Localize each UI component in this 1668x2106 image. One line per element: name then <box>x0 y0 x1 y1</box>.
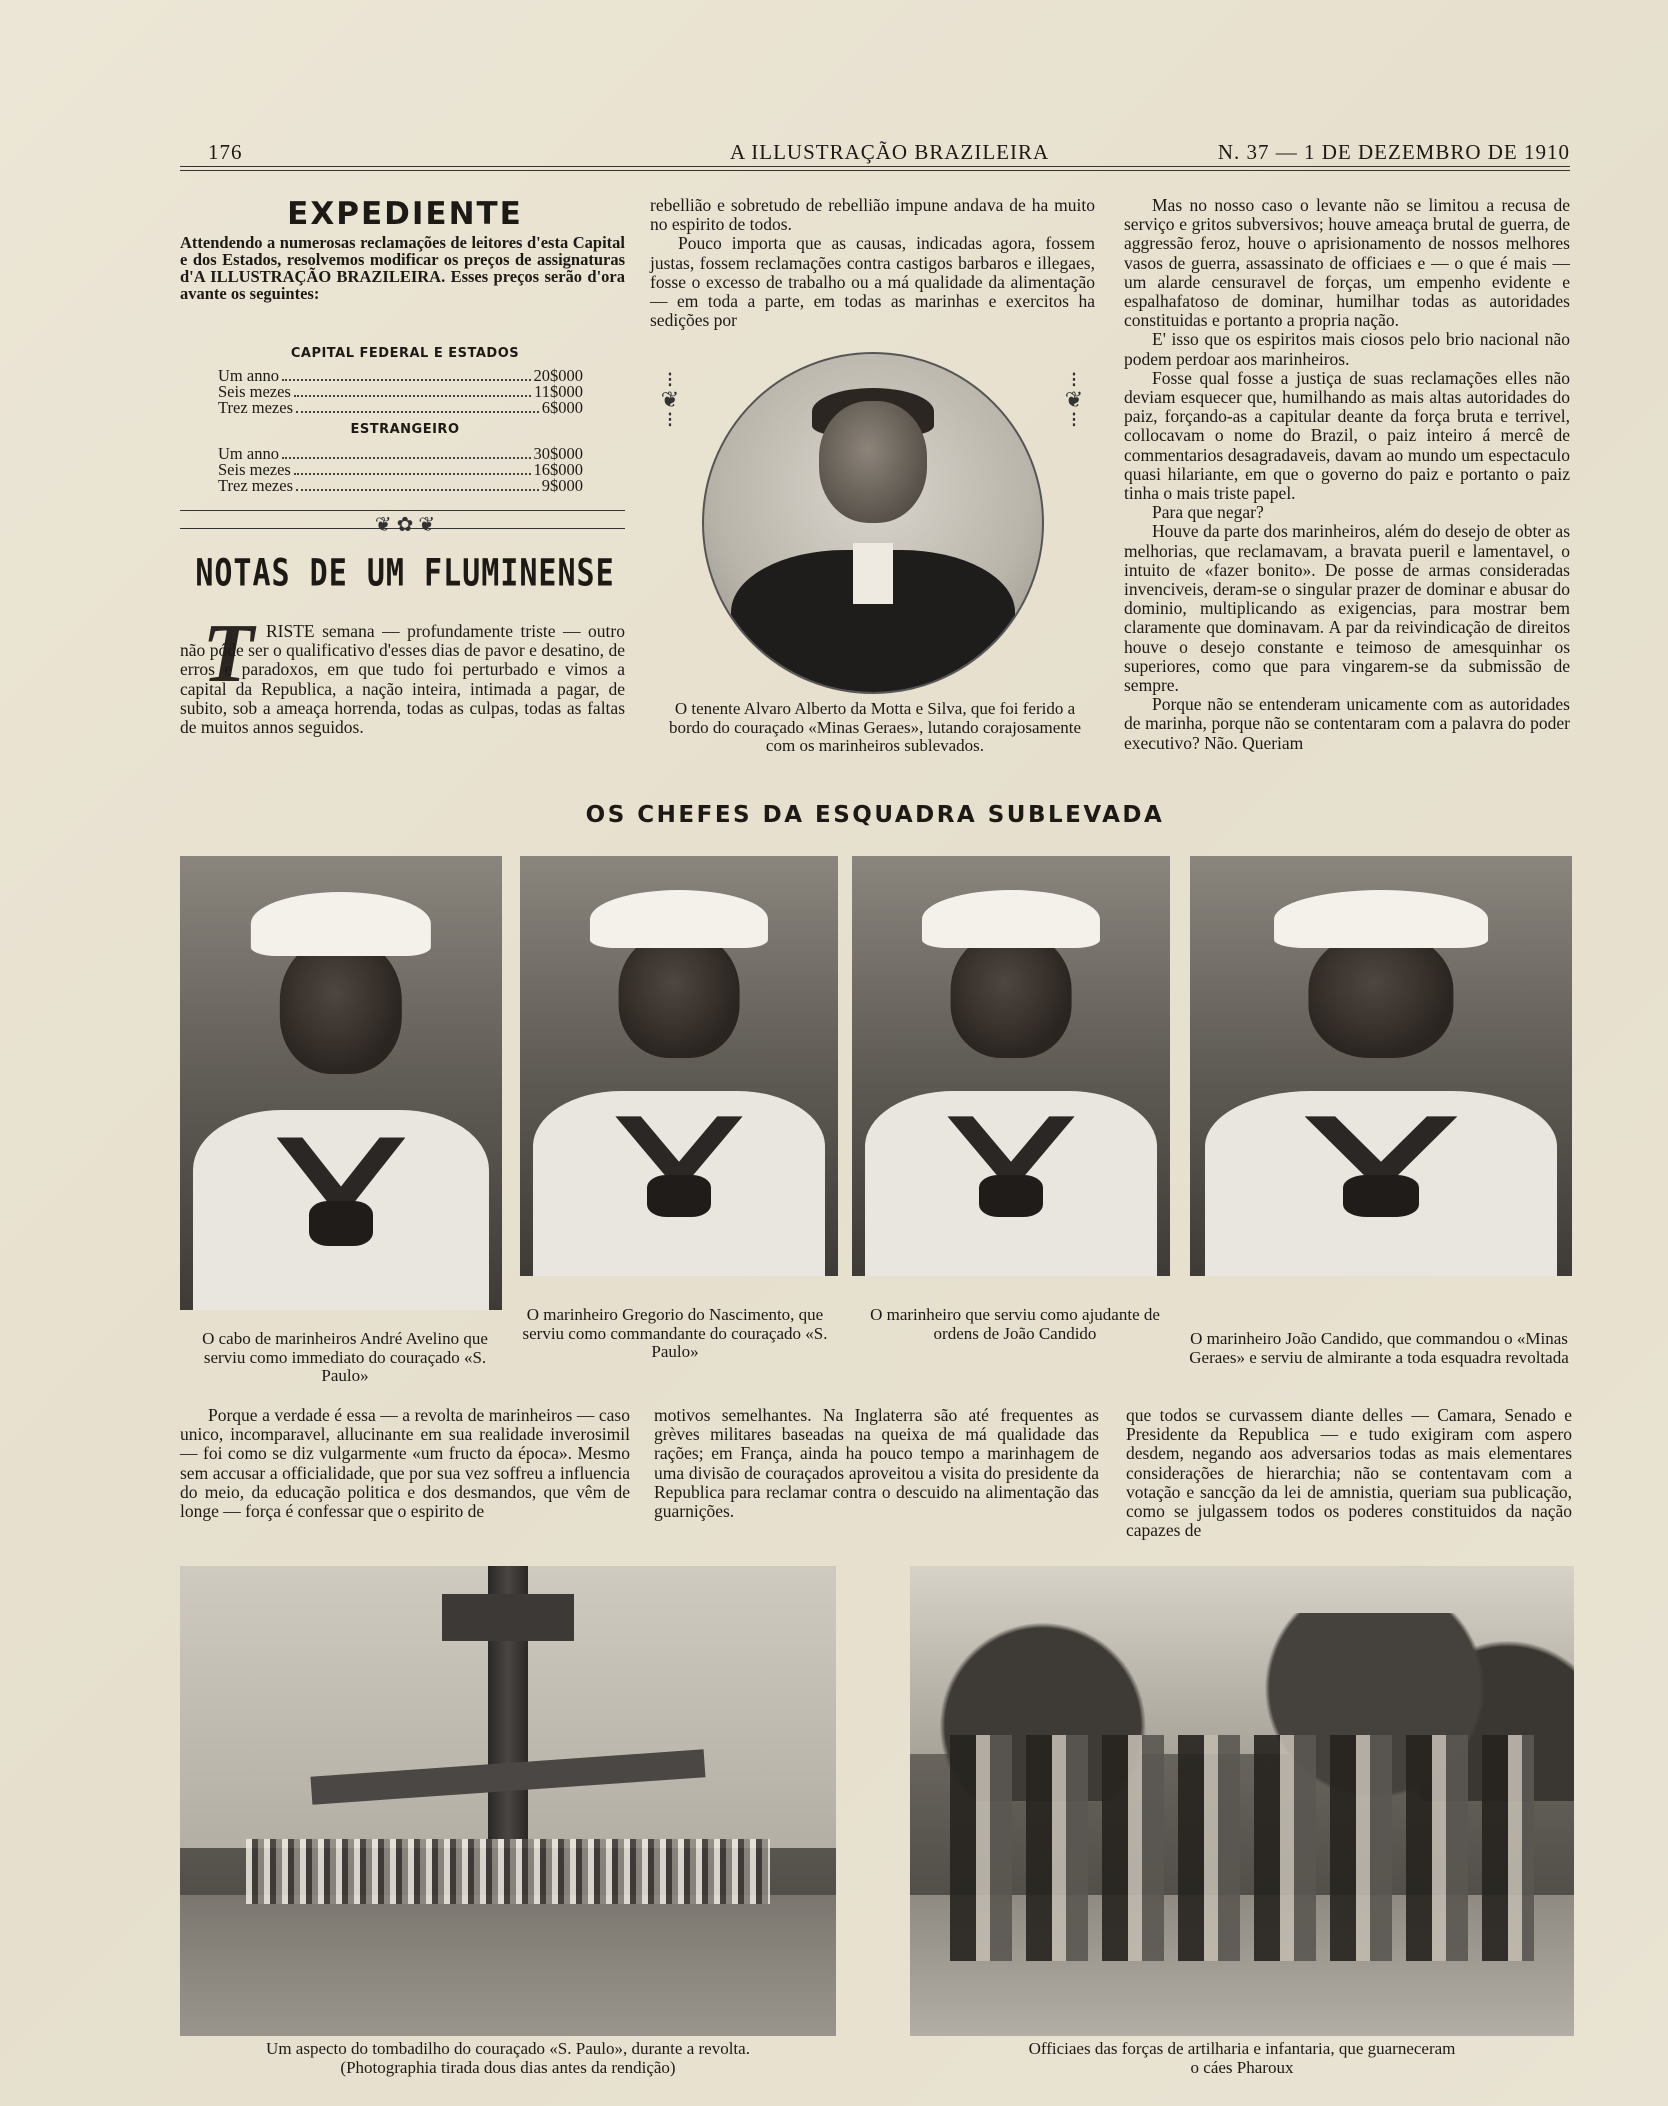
battleship-deck-photo <box>180 1566 836 2036</box>
portrait-photo-gregorio <box>520 856 838 1276</box>
bottom-text-col1: Porque a verdade é essa — a revolta de marinheiros — caso unico, incomparavel, allucinante em sua realidade inverosimil — foi como se diz vulgarmente «um fructo da época». Mesmo sem accusar a officialidade, que por sua vez soffreu a influencia do meio, da educação politica e dos desmandos, que vêm de longe — força é confessar que o espirito de <box>180 1405 630 1522</box>
price-row: Trez mezes 9$000 <box>218 476 583 495</box>
ornament-left: ⁝ ❦ ⁝ <box>660 367 680 432</box>
lieutenant-caption: O tenente Alvaro Alberto da Motta e Silva, que foi ferido a bordo do couraçado «Minas Geraes», lutando corajosamente com os marinheiros sublevados. <box>668 699 1082 755</box>
issue-date: N. 37 — 1 DE DEZEMBRO DE 1910 <box>1217 140 1570 164</box>
column2-top-text: rebellião e sobretudo de rebellião impune andava de ha muito no espirito de todos. Pouco importa que as causas, indicadas agora, fossem justas, fossem reclamações contra castigos barbaros e illegaes, fosse o excesso de trabalho ou a má qualidade da alimentação — em toda a parte, em todas as marinhas e exercitos ha sedições por <box>650 195 1095 331</box>
portrait-caption: O marinheiro que serviu como ajudante de ordens de João Candido <box>870 1305 1160 1343</box>
capital-heading: CAPITAL FEDERAL E ESTADOS <box>290 346 520 361</box>
section-divider <box>180 510 625 511</box>
column3-top-text: Mas no nosso caso o levante não se limitou a recusa de serviço e gritos subversivos; houve ameaça brutal de guerra, de aggressão feroz, houve o aprisionamento de nossos melhores vasos de guerra, assassinato de officiaes e — o que é mais — um alarde censuravel de forças, um empenho evidente e espalhafatoso de dominar, humilhar todas as autoridades constituidas e portanto a propria nação. E' isso que os espiritos mais ciosos pelo brio nacional não podem perdoar aos marinheiros. Fosse qual fosse a justiça de suas reclamações elles não deviam esquecer que, humilhando as mais altas autoridades do paiz, forçando-as a capitular deante da força bruta e terrivel, collocavam o nome do Brazil, o paiz inteiro á mercê de commentarios desagradaveis, davam ao mundo um espectaculo quasi hilariante, em que o governo do paiz e portanto o paiz tinha o mais triste papel. Para que negar? Houve da parte dos marinheiros, além do desejo de obter as melhorias, que reclamavam, a bravata pueril e lamentavel, o intuito de «fazer bonito». De posse de armas consideradas invenciveis, deram-se o singular prazer de dominar e abusar do dominio, multiplicando as exigencias, para mostrar bem claramente que dominavam. A par da reivindicação de direitos houve o desejo constante e teimoso de amesquinhar os superiores, como que para vingarem-se da submissão de sempre. Porque não se entenderam unicamente com as autoridades de marinha, porque não se contentaram com a palavra do poder executivo? Não. Queriam <box>1124 195 1570 753</box>
header-rule <box>180 166 1570 171</box>
portrait-caption: O marinheiro João Candido, que commandou o «Minas Geraes» e serviu de almirante a toda esquadra revoltada <box>1189 1329 1569 1367</box>
price-row: Seis mezes 11$000 <box>218 382 583 401</box>
portrait-photo-ajudante <box>852 856 1170 1276</box>
notas-text: RISTE semana — profundamente triste — outro não póde ser o qualificativo d'esses dias de pavor e desatino, de erros e paradoxos, em que tudo foi perturbado e vimos a capital da Republica, a nação inteira, intimada a pagar, de subito, sob a ameaça horrenda, todas as culpas, todas as faltas de muitos annos seguidos. <box>180 621 625 738</box>
price-row: Um anno 20$000 <box>218 366 583 385</box>
section-divider <box>180 528 625 529</box>
bottom-text-col3: que todos se curvassem diante delles — Camara, Senado e Presidente da Republica — e tudo exigiram com aspero desdem, negando aos adversarios todas as mais elementares considerações de hierarchia; não se contentavam com a votação e sancção da lei de amnistia, queriam sua publicação, como se julgassem todos os poderes constituidos da nação capazes de <box>1126 1405 1572 1541</box>
publication-title: A ILLUSTRAÇÃO BRAZILEIRA <box>730 140 1050 164</box>
portrait-photo-andre-avelino <box>180 856 502 1310</box>
price-row: Trez mezes 6$000 <box>218 398 583 417</box>
officers-photo-caption: Officiaes das forças de artilharia e infantaria, que guarneceram o cáes Pharoux <box>1028 2039 1456 2077</box>
bottom-text-col2: motivos semelhantes. Na Inglaterra são até frequentes as grèves militares baseadas na queixa de má qualidade das rações; em França, ainda ha pouco tempo a marinhagem de uma divisão de couraçados aproveitou a visita do presidente da Republica para reclamar contra o descuido na alimentação das guarnições. <box>654 1405 1099 1522</box>
foreign-heading: ESTRANGEIRO <box>350 422 460 437</box>
drop-cap: T <box>202 607 254 700</box>
officers-photo <box>910 1566 1574 2036</box>
portrait-photo-joao-candido <box>1190 856 1572 1276</box>
page-number: 176 <box>208 140 243 164</box>
portrait-caption: O cabo de marinheiros André Avelino que serviu como immediato do couraçado «S. Paulo» <box>202 1329 488 1385</box>
ornament-right: ⁝ ❦ ⁝ <box>1064 367 1084 432</box>
expediente-text: Attendendo a numerosas reclamações de leitores d'esta Capital e dos Estados, resolvemos modificar os preços de assignaturas d'A ILLUSTRAÇÃO BRAZILEIRA. Esses preços serão d'ora avante os seguintes: <box>180 233 625 303</box>
notas-title: NOTAS DE UM FLUMINENSE <box>195 551 615 596</box>
ornament-flourish: ❦ ✿ ❦ <box>374 514 436 536</box>
price-row: Um anno 30$000 <box>218 444 583 463</box>
section-title: OS CHEFES DA ESQUADRA SUBLEVADA <box>585 802 1165 828</box>
deck-photo-caption: Um aspecto do tombadilho do couraçado «S. Paulo», durante a revolta. (Photographia tirada dous dias antes da rendição) <box>266 2039 750 2077</box>
page-header <box>180 134 1570 166</box>
expediente-title: EXPEDIENTE <box>287 196 523 232</box>
portrait-caption: O marinheiro Gregorio do Nascimento, que serviu como commandante do couraçado «S. Paulo» <box>522 1305 828 1361</box>
price-row: Seis mezes 16$000 <box>218 460 583 479</box>
lieutenant-portrait-photo <box>702 352 1044 694</box>
